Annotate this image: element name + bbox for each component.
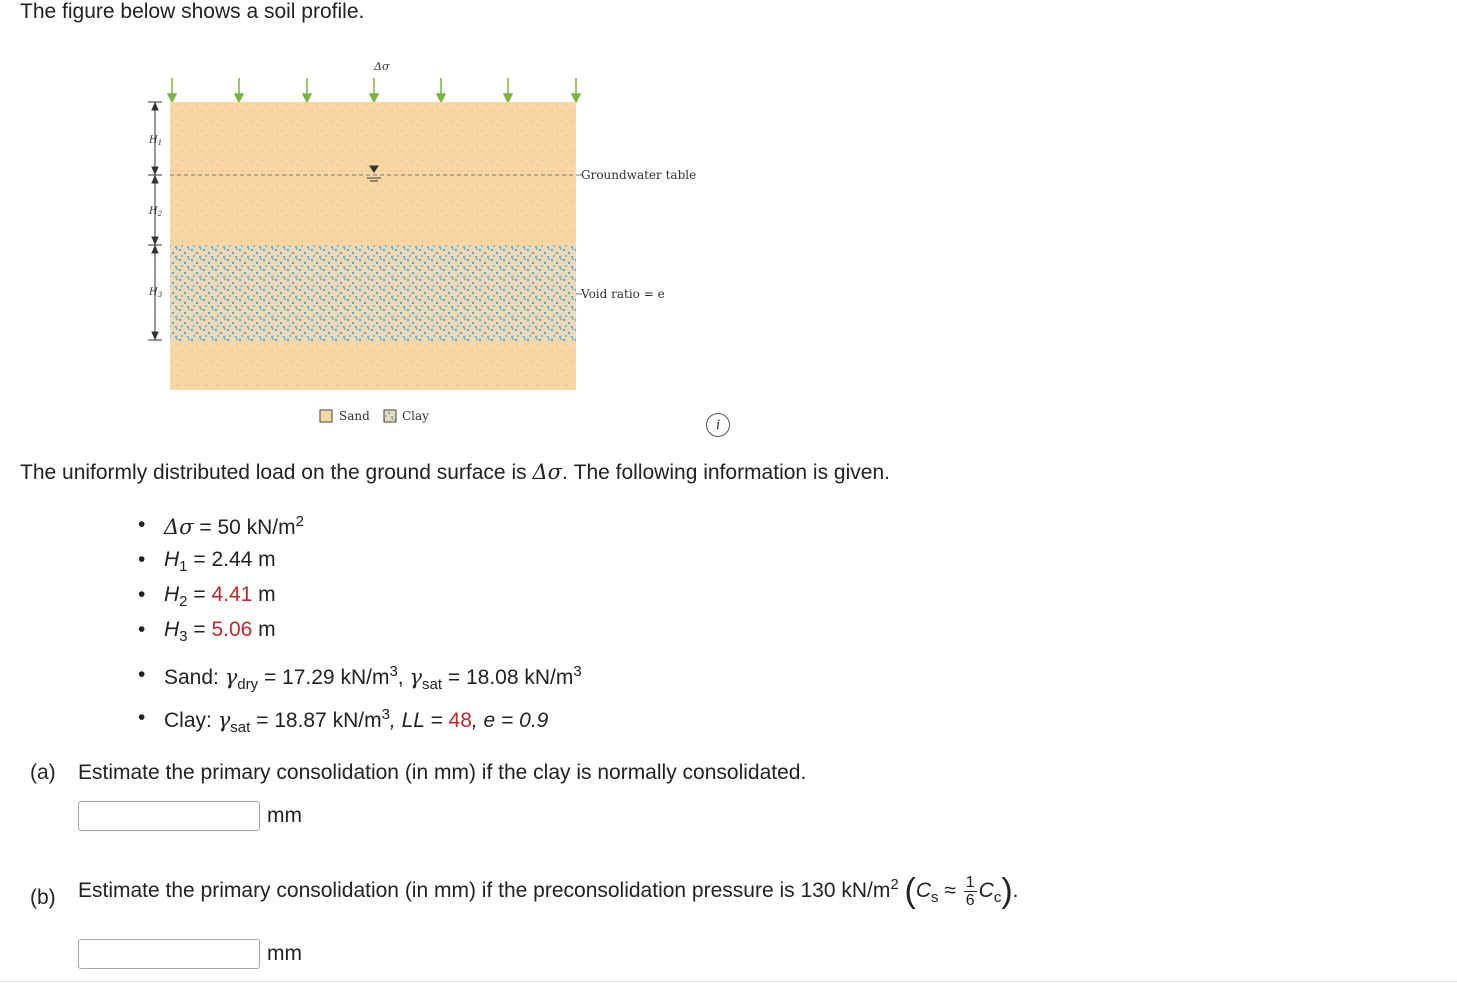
question-a-text: Estimate the primary consolidation (in mm) if the clay is normally consolidated. <box>78 761 807 784</box>
delta-sigma-symbol: Δσ <box>532 460 562 484</box>
unit-label-a: mm <box>267 804 302 827</box>
load-paragraph <box>20 460 890 485</box>
intro-text: The figure below shows a soil profile. <box>20 0 365 23</box>
question-b-label: (b) <box>30 886 56 909</box>
unit-label-b: mm <box>267 942 302 965</box>
void-ratio-label: Void ratio = e <box>581 287 665 301</box>
legend-sand-label: Sand <box>339 409 370 423</box>
one-sixth-fraction: $\frac{1}{6}$ <box>965 874 975 909</box>
answer-input-b[interactable] <box>78 939 260 969</box>
groundwater-label: Groundwater table <box>581 168 697 182</box>
legend-sand-swatch <box>320 410 332 422</box>
answer-input-a[interactable] <box>78 801 260 831</box>
legend-clay-label: Clay <box>402 409 429 423</box>
h3-label: $H_3$ <box>149 287 163 299</box>
soil-profile-figure <box>130 48 730 438</box>
question-a-label: (a) <box>30 761 56 784</box>
clay-layer <box>170 245 576 342</box>
paragraph-text: The uniformly distributed load on the ground surface is <box>20 461 533 484</box>
load-arrows <box>168 78 580 102</box>
sand-layer-bottom <box>170 342 576 390</box>
question-b-text: Estimate the primary consolidation (in mm) if the preconsolidation pressure is 130 $kN/m^2$ ($C_s$ ≈ $\frac{1}{6}$ $C_c$). <box>78 872 1019 910</box>
delta-sigma-label: Δσ <box>374 60 390 73</box>
info-icon[interactable]: i <box>706 413 730 437</box>
h2-label: $H_2$ <box>149 206 163 218</box>
legend-clay-swatch <box>384 410 396 422</box>
divider <box>0 981 1457 982</box>
paragraph-text-end: . The following information is given. <box>561 461 890 484</box>
sand-layer-top <box>170 102 576 245</box>
legend <box>320 409 429 423</box>
h1-label: $H_1$ <box>149 135 163 147</box>
